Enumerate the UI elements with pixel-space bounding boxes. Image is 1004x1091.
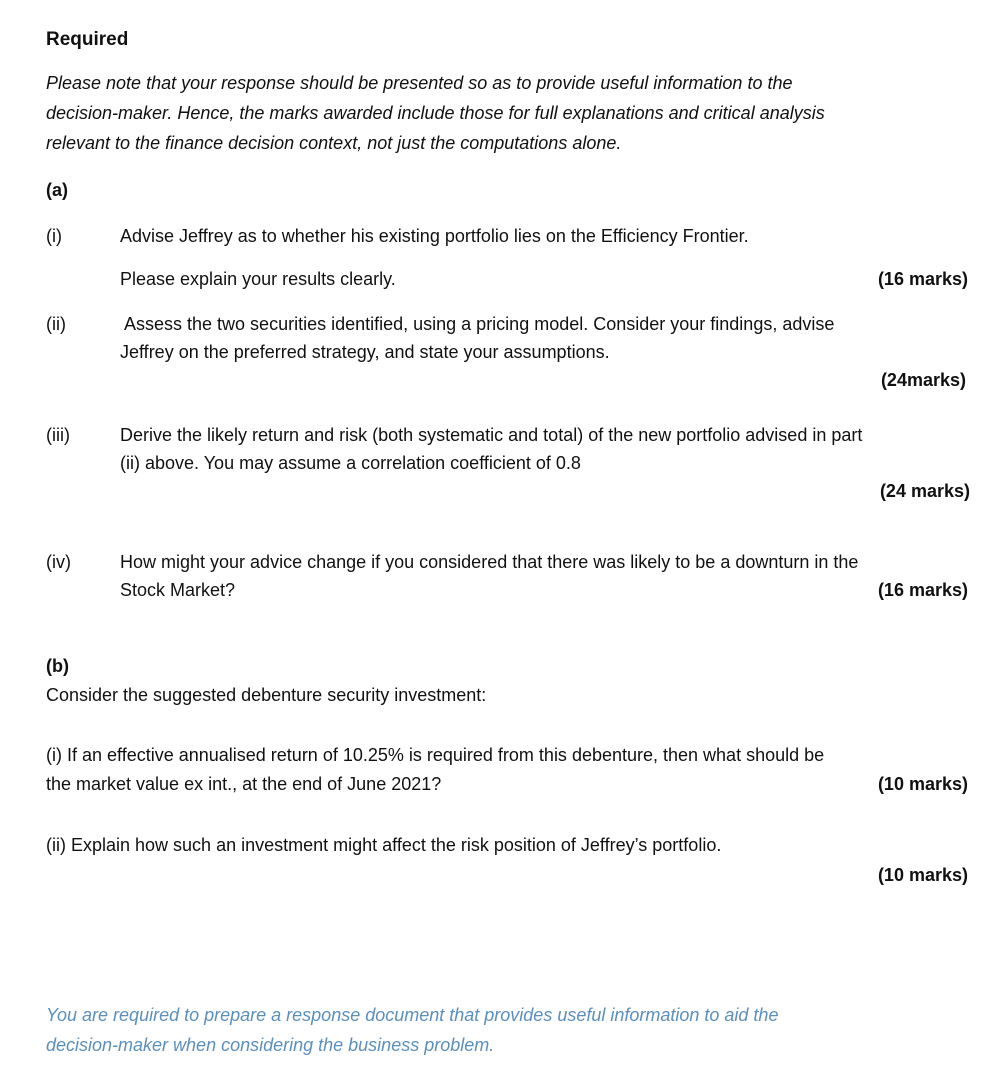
question-text: (ii) Explain how such an investment might affect the risk position of Jeffrey’s portfolio.	[46, 835, 722, 855]
marks-label: (10 marks)	[877, 774, 968, 794]
marks-label: (24marks)	[880, 370, 966, 390]
question-text: Stock Market?	[120, 580, 236, 600]
intro-line: Please note that your response should be presented so as to provide useful information to the	[46, 73, 793, 93]
intro-line: relevant to the finance decision context, not just the computations alone.	[46, 133, 622, 153]
part-b-intro: Consider the suggested debenture security investment:	[46, 685, 487, 705]
marks-label: (10 marks)	[877, 865, 968, 885]
question-number: (i)	[46, 226, 62, 246]
question-text: (i) If an effective annualised return of 10.25% is required from this debenture, then what should be	[46, 745, 825, 765]
footer-line: You are required to prepare a response document that provides useful information to aid the	[46, 1005, 779, 1025]
question-text: Derive the likely return and risk (both systematic and total) of the new portfolio advised in part	[120, 425, 863, 445]
part-a-label: (a)	[46, 180, 68, 200]
question-text: the market value ex int., at the end of June 2021?	[46, 774, 442, 794]
question-text: How might your advice change if you considered that there was likely to be a downturn in the	[120, 552, 859, 572]
marks-label: (16 marks)	[877, 269, 968, 289]
section-heading: Required	[46, 29, 129, 50]
question-text: Advise Jeffrey as to whether his existing portfolio lies on the Efficiency Frontier.	[120, 226, 749, 246]
marks-label: (16 marks)	[877, 580, 968, 600]
question-number: (iii)	[46, 425, 70, 445]
question-text: Assess the two securities identified, using a pricing model. Consider your findings, advise	[124, 314, 835, 334]
question-text: (ii) above. You may assume a correlation coefficient of 0.8	[120, 453, 581, 473]
part-b-label: (b)	[46, 656, 69, 676]
footer-line: decision-maker when considering the business problem.	[46, 1035, 495, 1055]
question-text: Please explain your results clearly.	[120, 269, 396, 289]
intro-line: decision-maker. Hence, the marks awarded include those for full explanations and critical analysis	[46, 103, 825, 123]
question-number: (ii)	[46, 314, 66, 334]
question-number: (iv)	[46, 552, 71, 572]
marks-label: (24 marks)	[879, 481, 970, 501]
question-text: Jeffrey on the preferred strategy, and state your assumptions.	[120, 342, 610, 362]
